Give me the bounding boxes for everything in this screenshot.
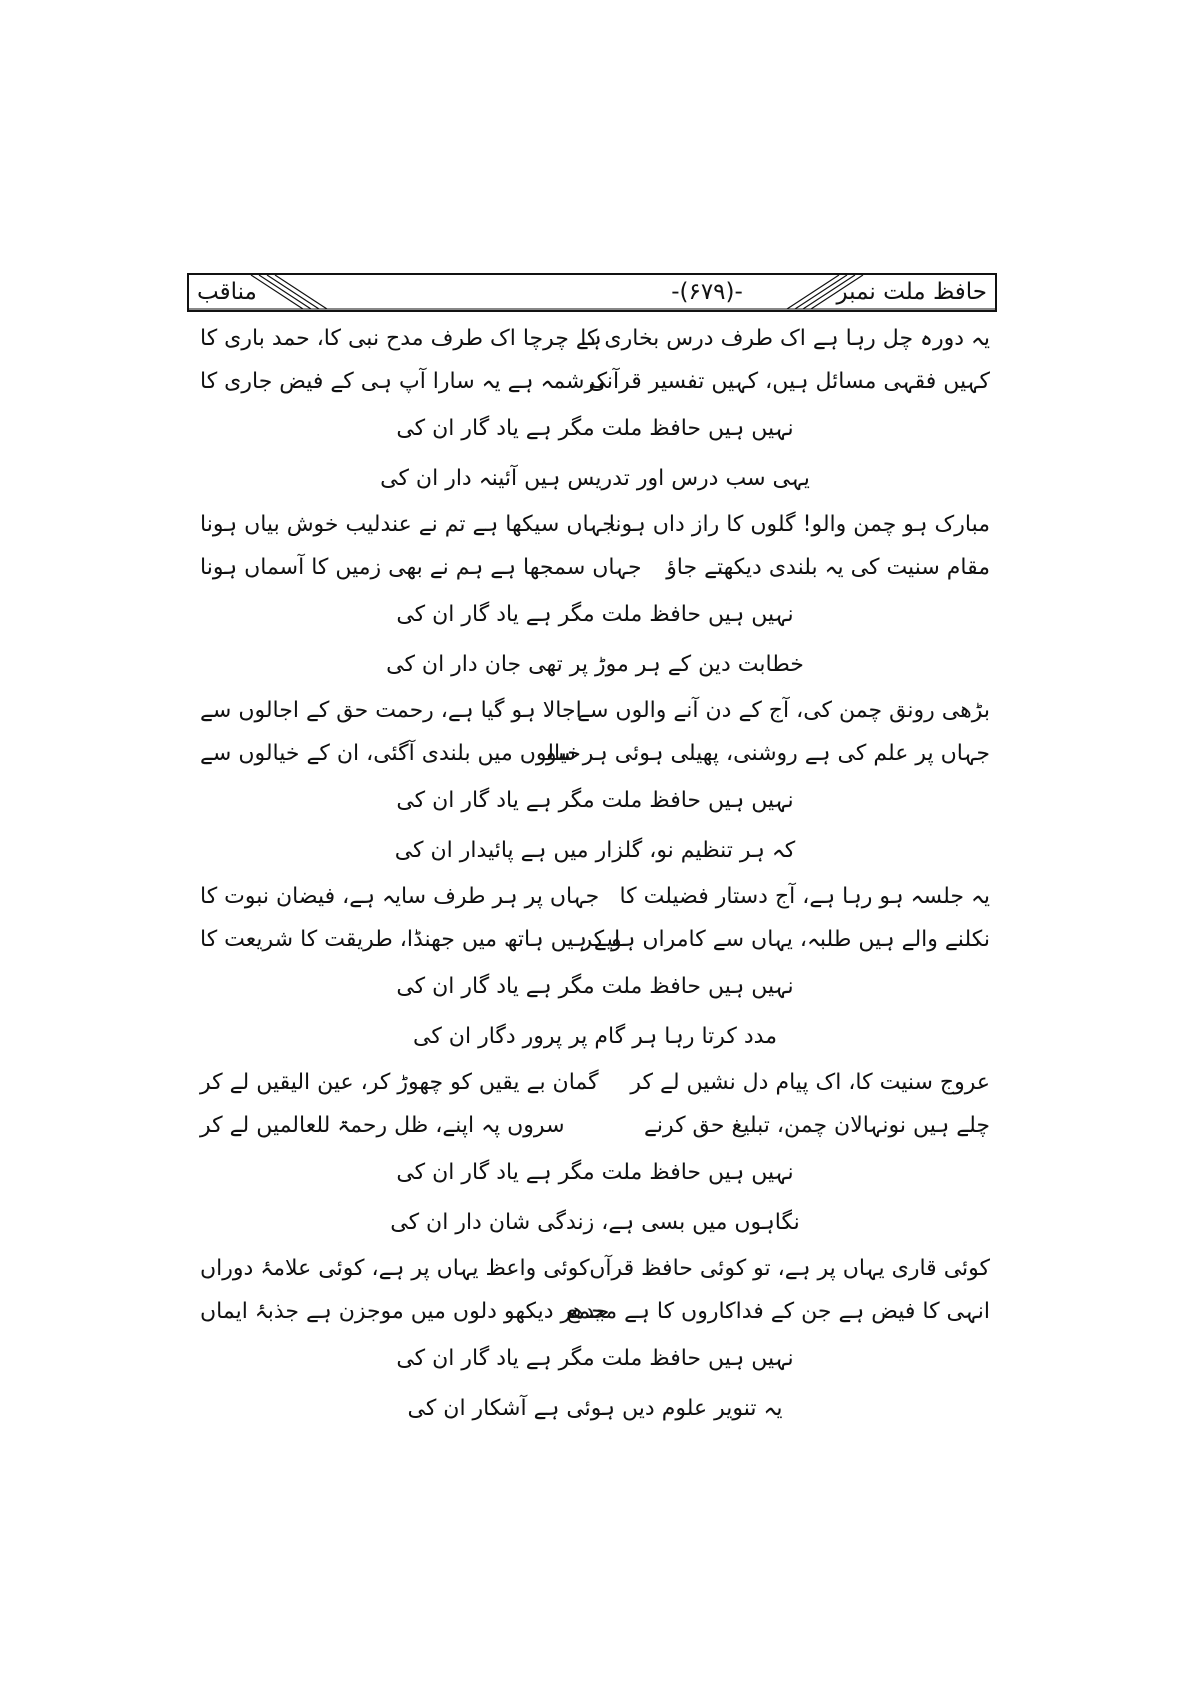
refrain-line: مدد کرتا رہا ہر گام پر پرور دگار ان کی — [413, 1024, 777, 1049]
stanza-6 — [200, 1248, 990, 1434]
couplet — [200, 361, 990, 404]
refrain-line: یہی سب درس اور تدریس ہیں آئینہ دار ان کی — [380, 466, 810, 491]
couplet — [200, 690, 990, 733]
stanza-2 — [200, 504, 990, 690]
refrain-line: نہیں ہیں حافظ ملت مگر ہے یاد گار ان کی — [396, 788, 794, 813]
stanza-4 — [200, 876, 990, 1062]
second-hemistich: جہاں پر ہر طرف سایہ ہے، فیضان نبوت کا — [200, 884, 600, 909]
couplet — [200, 1062, 990, 1105]
couplet — [200, 733, 990, 776]
running-title: حافظ ملت نمبر — [836, 279, 987, 305]
stanza-1 — [200, 318, 990, 504]
first-hemistich: کوئی قاری یہاں پر ہے، تو کوئی حافظ قرآں — [589, 1256, 990, 1281]
second-hemistich: ہے چرچا اک طرف مدح نبی کا، حمد باری کا — [200, 326, 602, 351]
first-hemistich: نکلنے والے ہیں طلبہ، یہاں سے کامراں ہو کر — [581, 927, 990, 952]
refrain-line: کہ ہر تنظیم نو، گلزار میں ہے پائیدار ان کی — [394, 838, 796, 863]
couplet — [200, 318, 990, 361]
second-hemistich: جہاں سمجھا ہے ہم نے بھی زمیں کا آسماں ہونا — [200, 555, 642, 580]
section-label: مناقب — [197, 279, 257, 305]
second-hemistich: گمان بے یقیں کو چھوڑ کر، عین الیقیں لے کر — [200, 1070, 599, 1095]
couplet — [200, 919, 990, 962]
couplet — [200, 1291, 990, 1334]
refrain-line: نہیں ہیں حافظ ملت مگر ہے یاد گار ان کی — [396, 416, 794, 441]
second-hemistich: جہاں سیکھا ہے تم نے عندلیب خوش بیاں ہونا — [200, 512, 616, 537]
first-hemistich: عروج سنیت کا، اک پیام دل نشیں لے کر — [630, 1070, 990, 1095]
second-hemistich: اجالا ہو گیا ہے، رحمت حق کے اجالوں سے — [200, 698, 582, 723]
refrain-line: نہیں ہیں حافظ ملت مگر ہے یاد گار ان کی — [396, 1346, 794, 1371]
refrain-line: نہیں ہیں حافظ ملت مگر ہے یاد گار ان کی — [396, 602, 794, 627]
first-hemistich: مقام سنیت کی یہ بلندی دیکھتے جاؤ — [666, 555, 990, 580]
second-hemistich: کوئی واعظ یہاں پر ہے، کوئی علامۂ دوراں — [200, 1256, 590, 1281]
poem-body — [200, 318, 990, 1434]
stanza-3 — [200, 690, 990, 876]
refrain-line: نگاہوں میں بسی ہے، زندگی شان دار ان کی — [390, 1210, 800, 1235]
refrain-line: نہیں ہیں حافظ ملت مگر ہے یاد گار ان کی — [396, 974, 794, 999]
first-hemistich: یہ دورہ چل رہا ہے اک طرف درس بخاری کا — [580, 326, 990, 351]
refrain-line: خطابت دین کے ہر موڑ پر تھی جان دار ان کی — [386, 652, 804, 677]
first-hemistich: چلے ہیں نونہالان چمن، تبلیغ حق کرنے — [643, 1113, 990, 1138]
first-hemistich: جہاں پر علم کی ہے روشنی، پھیلی ہوئی ہر سو — [545, 741, 990, 766]
first-hemistich: بڑھی رونق چمن کی، آج کے دن آنے والوں سے — [577, 698, 990, 723]
refrain-line: یہ تنویر علوم دیں ہوئی ہے آشکار ان کی — [407, 1396, 783, 1421]
couplet — [200, 1248, 990, 1291]
first-hemistich: انہی کا فیض ہے جن کے فداکاروں کا ہے مجمع — [566, 1299, 990, 1324]
page-number: -(۶۷۹)- — [671, 279, 743, 305]
couplet — [200, 504, 990, 547]
couplet — [200, 547, 990, 590]
second-hemistich: کرشمہ ہے یہ سارا آپ ہی کے فیض جاری کا — [200, 369, 608, 394]
header-ornament-left — [251, 275, 327, 309]
second-hemistich: خیالوں میں بلندی آگئی، ان کے خیالوں سے — [200, 741, 581, 766]
refrain-line: نہیں ہیں حافظ ملت مگر ہے یاد گار ان کی — [396, 1160, 794, 1185]
couplet — [200, 876, 990, 919]
second-hemistich: جدھر دیکھو دلوں میں موجزن ہے جذبۂ ایماں — [200, 1299, 610, 1324]
couplet — [200, 1105, 990, 1148]
first-hemistich: مبارک ہو چمن والو! گلوں کا راز داں ہونا — [608, 512, 990, 537]
first-hemistich: کہیں فقہی مسائل ہیں، کہیں تفسیر قرآنی — [588, 369, 990, 394]
second-hemistich: لیے ہیں ہاتھ میں جھنڈا، طریقت کا شریعت کا — [200, 927, 621, 952]
page-header — [187, 273, 997, 312]
first-hemistich: یہ جلسہ ہو رہا ہے، آج دستار فضیلت کا — [619, 884, 990, 909]
stanza-5 — [200, 1062, 990, 1248]
second-hemistich: سروں پہ اپنے، ظل رحمۃ للعالمیں لے کر — [200, 1113, 565, 1138]
